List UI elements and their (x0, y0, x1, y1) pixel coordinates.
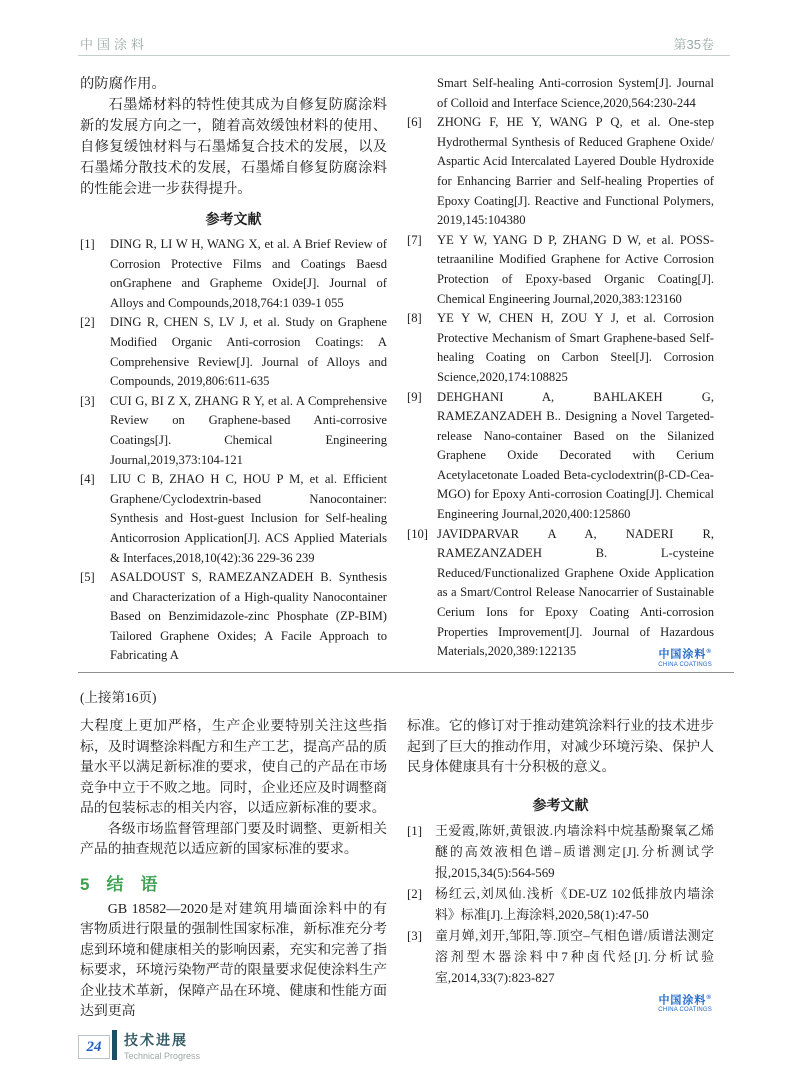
reference-text: DING R, LI W H, WANG X, et al. A Brief Review of Corrosion Protective Films and Coatings Baesd onGraphene and Grapheme Oxide[J]. Journal of Alloys and Compounds,2018,764:1 039-1 055 (110, 237, 387, 310)
conclusion-heading: 5 结 语 (80, 874, 158, 894)
reference-number: [8] (407, 311, 422, 326)
reference-item (80, 235, 387, 313)
logo-en-text: CHINA COATINGS (658, 1007, 712, 1014)
reference-item (407, 821, 714, 884)
reference-item (407, 309, 714, 387)
china-coatings-logo (658, 649, 712, 668)
reference-item (407, 525, 714, 662)
logo-cn-text: 中国涂料® (658, 994, 712, 1007)
reference-text: ASALDOUST S, RAMEZANZADEH B. Synthesis and Characterization of a High-quality Nanocontainer Based on Benzimidazole-zinc Phosphate (ZP-BIM) Tailored Graphene Oxides; A Facile Approach to Fabricating A (110, 570, 387, 663)
page-footer (78, 1030, 200, 1061)
logo-en-text: CHINA COATINGS (658, 662, 712, 669)
registered-mark: ® (706, 994, 712, 1001)
footer-labels (124, 1030, 200, 1061)
china-coatings-logo (658, 995, 712, 1014)
reference-text: ZHONG F, HE Y, WANG P Q, et al. One-step Hydrothermal Synthesis of Reduced Graphene Oxide/ Aspartic Acid Intercalated Layered Double Hydroxide for Enhancing Barrier and Self-healing Properties of Epoxy Coating[J]. Reactive and Functional Polymers, 2019,145:104380 (437, 115, 714, 228)
section-divider (78, 672, 734, 673)
column-right (407, 717, 714, 1023)
reference-item (80, 392, 387, 470)
paragraph: 石墨烯材料的特性使其成为自修复防腐涂料新的发展方向之一，随着高效缓蚀材料的使用、自修复缓蚀材料与石墨烯复合技术的发展，以及石墨烯分散技术的发展，石墨烯自修复防腐涂料的性能会进一步获得提升。 (80, 97, 387, 197)
reference-number: [7] (407, 232, 422, 247)
reference-number (407, 74, 437, 113)
page-number-badge (78, 1035, 110, 1059)
reference-item (407, 231, 714, 309)
reference-item (407, 884, 714, 926)
reference-text: YE Y W, CHEN H, ZOU Y J, et al. Corrosion Protective Mechanism of Smart Graphene-based Self-healing Coating on Carbon Steel[J]. Corrosion Science,2020,174:108825 (437, 311, 714, 384)
paragraph: 的防腐作用。 (80, 76, 166, 92)
reference-text: 王爱霞,陈妍,黄银波.内墙涂料中烷基酚聚氧乙烯醚的高效液相色谱–质谱测定[J].分析测试学报,2015,34(5):564-569 (435, 823, 714, 880)
references-heading: 参考文献 (532, 798, 589, 814)
logo-cn-text: 中国涂料® (658, 649, 712, 662)
registered-mark: ® (706, 649, 712, 656)
continuation-note: (上接第16页) (80, 690, 157, 705)
reference-item (80, 568, 387, 666)
reference-number: [9] (407, 389, 422, 404)
reference-text: 杨红云,刘凤仙.浅析《DE-UZ 102低排放内墙涂料》标准[J].上海涂料,2020,58(1):47-50 (435, 886, 714, 922)
logo-wrap (407, 995, 714, 1017)
paragraph: 大程度上更加严格，生产企业要特别关注这些指标，及时调整涂料配方和生产工艺，提高产品的质量水平以满足新标准的要求，使自己的产品在市场竞争中立于不败之地。同时，企业还应及时调整商品的包装标志的相关内容，以适应新标准的要求。 (80, 719, 387, 816)
reference-number: [5] (80, 570, 95, 585)
column-left (80, 74, 387, 666)
reference-item (80, 313, 387, 391)
reference-item (407, 926, 714, 989)
paragraph: 各级市场监督管理部门要及时调整、更新相关产品的抽查规范以适应新的国家标准的要求。 (80, 821, 387, 857)
reference-number: [1] (80, 237, 95, 251)
page-number: 24 (86, 1038, 102, 1055)
reference-text: CUI G, BI Z X, ZHANG R Y, et al. A Comprehensive Review on Graphene-based Anti-corrosive Coatings[J]. Chemical Engineering Journal,2019,373:104-121 (110, 393, 387, 467)
reference-item (407, 113, 714, 231)
reference-number: [10] (407, 526, 428, 541)
footer-section-title: 技术进展 (124, 1032, 188, 1048)
header-rule (78, 55, 730, 56)
reference-number: [1] (407, 823, 423, 838)
footer-section-subtitle: Technical Progress (124, 1051, 201, 1061)
reference-number: [2] (80, 315, 95, 330)
reference-text: JAVIDPARVAR A A, NADERI R, RAMEZANZADEH B. L-cysteine Reduced/Functionalized Graphene Oxide Application as a Smart/Control Release Nanocarrier of Sustainable Cerium Ions for Epoxy Coating Anti-corrosion Properties Improvement[J]. Journal of Hazardous Materials,2020,389:122135 (437, 526, 714, 659)
column-left (80, 717, 387, 1023)
reference-list-cn (407, 821, 714, 989)
reference-item (80, 470, 387, 568)
reference-text: LIU C B, ZHAO H C, HOU P M, et al. Efficient Graphene/Cyclodextrin-based Nanocontainer: Synthesis and Host-guest Inclusion for Self-healing Anticorrosion Application[J]. ACS Applied Materials & Interfaces,2018,10(42):36 229-36 239 (110, 472, 387, 565)
column-right (407, 74, 714, 669)
section-anticorrosion-article (80, 74, 714, 669)
journal-name: 中国涂料 (80, 37, 149, 52)
reference-number: [4] (80, 472, 95, 487)
reference-text: Smart Self-healing Anti-corrosion System[J]. Journal of Colloid and Interface Science,2020,564:230-244 (437, 76, 714, 110)
section-gb-standard-article (80, 717, 714, 1023)
paragraph: 标准。它的修订对于推动建筑涂料行业的技术进步起到了巨大的推动作用，对减少环境污染、保护人民身体健康具有十分积极的意义。 (407, 719, 714, 775)
footer-accent-bar (112, 1030, 117, 1060)
reference-number: [6] (407, 115, 422, 130)
reference-number: [3] (407, 928, 423, 943)
reference-number: [2] (407, 886, 423, 901)
references-heading: 参考文献 (205, 213, 262, 228)
reference-text: DING R, CHEN S, LV J, et al. Study on Graphene Modified Organic Anti-corrosion Coatings: A Comprehensive Review[J]. Journal of Alloys and Compounds, 2019,806:611-635 (110, 315, 387, 389)
reference-text: YE Y W, YANG D P, ZHANG D W, et al. POSS-tetraaniline Modified Graphene for Active Corrosion Protection of Epoxy-based Organic Coating[J]. Chemical Engineering Journal,2020,383:123160 (437, 232, 714, 306)
reference-list-en (80, 235, 387, 666)
volume-label: 第35卷 (673, 37, 714, 52)
reference-item (407, 388, 714, 525)
reference-text: DEHGHANI A, BAHLAKEH G, RAMEZANZADEH B.. Designing a Novel Targeted-release Nano-container Based on the Silanized Graphene Oxide Decorated with Cerium Acetylacetonate Loaded Beta-cyclodextrin(β-CD-Cea-MGO) for Epoxy Anti-corrosion Coating[J]. Chemical Engineering Journal,2020,400:125860 (437, 389, 714, 522)
reference-list-en (407, 74, 714, 662)
reference-item-continuation (407, 74, 714, 113)
paragraph: GB 18582—2020是对建筑用墙面涂料中的有害物质进行限量的强制性国家标准，新标准充分考虑到环境和健康相关的影响因素，充实和完善了指标要求，环境污染物严苛的限量要求促使涂料生产企业技术革新，保障产品在环境、健康和性能方面达到更高 (80, 901, 387, 1019)
reference-text: 童月婵,刘开,邹阳,等.顶空–气相色谱/质谱法测定溶剂型木器涂料中7种卤代烃[J].分析试验室,2014,33(7):823-827 (435, 928, 714, 985)
reference-number: [3] (80, 393, 95, 408)
page-header (80, 34, 714, 53)
